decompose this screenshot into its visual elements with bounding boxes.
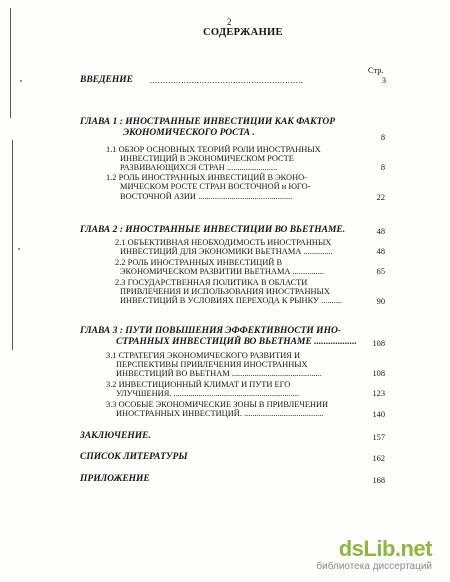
- section-3-3-line1: 3.3 ОСОБЫЕ ЭКОНОМИЧЕСКИЕ ЗОНЫ В ПРИВЛЕЧЕНИИ: [106, 400, 329, 409]
- chapter1-title-line1: ГЛАВА 1 : ИНОСТРАННЫЕ ИНВЕСТИЦИИ КАК ФАКТОР: [80, 117, 336, 127]
- section-3-2-page: 123: [372, 389, 385, 398]
- bibliography-label: СПИСОК ЛИТЕРАТУРЫ: [80, 452, 188, 462]
- section-1-1-line3: РАЗВИВАЮЩИХСЯ СТРАН ........................: [120, 163, 278, 172]
- bibliography-page: 162: [372, 454, 385, 463]
- intro-label: ВВЕДЕНИЕ: [80, 75, 133, 85]
- chapter2-title: ГЛАВА 2 : ИНОСТРАННЫЕ ИНВЕСТИЦИИ ВО ВЬЕТНАМЕ.: [80, 225, 346, 235]
- page-column-header: Стр.: [368, 66, 384, 75]
- section-2-1-line1: 2.1 ОБЪЕКТИВНАЯ НЕОБХОДИМОСТЬ ИНОСТРАННЫХ: [115, 238, 332, 247]
- section-1-2-line2: МИЧЕСКОМ РОСТЕ СТРАН ВОСТОЧНОЙ и ЮГО-: [120, 182, 311, 191]
- watermark-logo: dsLib.net: [338, 536, 432, 561]
- scan-speck: [20, 80, 22, 82]
- section-2-2-line1: 2.2 РОЛЬ ИНОСТРАННЫХ ИНВЕСТИЦИЙ В: [115, 258, 283, 267]
- section-2-3-page: 90: [376, 297, 385, 306]
- section-1-1-page: 8: [380, 163, 385, 172]
- scan-binding-line: [10, 8, 11, 118]
- section-2-2-page: 65: [376, 267, 385, 276]
- section-3-3-line2: ИНОСТРАННЫХ ИНВЕСТИЦИЙ. ......................................: [116, 409, 324, 418]
- intro-page: 3: [381, 76, 386, 85]
- section-2-1-line2: ИНВЕСТИЦИЙ ДЛЯ ЭКОНОМИКИ ВЬЕТНАМА ..............: [120, 247, 333, 256]
- section-1-1-line2: ИНВЕСТИЦИЙ В ЭКОНОМИЧЕСКОМ РОСТЕ: [120, 154, 294, 163]
- chapter1-page: 8: [380, 133, 385, 142]
- section-2-3-line2: ПРИВЛЕЧЕНИЯ И ИСПОЛЬЗОВАНИЯ ИНОСТРАННЫХ: [120, 287, 330, 296]
- conclusion-page: 157: [372, 433, 385, 442]
- chapter3-title-line1: ГЛАВА 3 : ПУТИ ПОВЫШЕНИЯ ЭФФЕКТИВНОСТИ ИНО-: [80, 326, 341, 336]
- section-2-2-line2: ЭКОНОМИЧЕСКОМ РАЗВИТИИ ВЬЕТНАМА ...............: [120, 267, 324, 276]
- section-3-2-line2: УЛУЧШЕНИЯ. ............................................................: [116, 389, 300, 398]
- section-2-1-page: 48: [376, 247, 385, 256]
- chapter1-title-line2: ЭКОНОМИЧЕСКОГО РОСТА .: [123, 128, 255, 138]
- watermark: [316, 538, 432, 572]
- section-1-1-line1: 1.1 ОБЗОР ОСНОВНЫХ ТЕОРИЙ РОЛИ ИНОСТРАННЫХ: [106, 145, 321, 154]
- appendix-page: 168: [372, 476, 385, 485]
- document-title: СОДЕРЖАНИЕ: [203, 27, 283, 38]
- chapter3-page: 108: [372, 339, 385, 348]
- watermark-subtitle: библиотека диссертаций: [316, 561, 432, 572]
- scan-speck: [18, 248, 20, 250]
- section-3-1-line2: ПЕРСПЕКТИВЫ ПРИВЛЕЧЕНИЯ ИНОСТРАННЫХ: [116, 360, 308, 369]
- section-3-1-line3: ИНВЕСТИЦИЙ ВО ВЬЕТНАМ ...........................................: [116, 369, 322, 378]
- section-1-2-page: 22: [376, 193, 385, 202]
- conclusion-label: ЗАКЛЮЧЕНИЕ.: [80, 431, 151, 441]
- chapter2-page: 48: [376, 227, 385, 236]
- section-1-2-line3: ВОСТОЧНОЙ АЗИИ .............................................: [120, 192, 293, 201]
- section-3-3-page: 140: [372, 410, 385, 419]
- section-2-3-line3: ИНВЕСТИЦИЙ В УСЛОВИЯХ ПЕРЕХОДА К РЫНКУ ..........: [120, 296, 342, 305]
- intro-dots: ...........................................................: [150, 76, 304, 85]
- section-3-2-line1: 3.2 ИНВЕСТИЦИОННЫЙ КЛИМАТ И ПУТИ ЕГО: [106, 380, 291, 389]
- chapter3-title-line2: СТРАННЫХ ИНВЕСТИЦИЙ ВО ВЬЕТНАМЕ ..................: [116, 337, 357, 347]
- section-3-1-page: 108: [372, 369, 385, 378]
- page-number: 2: [227, 17, 232, 27]
- section-3-1-line1: 3.1 СТРАТЕГИЯ ЭКОНОМИЧЕСКОГО РАЗВИТИЯ И: [106, 351, 300, 360]
- scan-binding-line: [12, 140, 13, 350]
- section-2-3-line1: 2.3 ГОСУДАРСТВЕННАЯ ПОЛИТИКА В ОБЛАСТИ: [115, 278, 308, 287]
- appendix-label: ПРИЛОЖЕНИЕ: [80, 474, 150, 484]
- section-1-2-line1: 1.2 РОЛЬ ИНОСТРАННЫХ ИНВЕСТИЦИЙ В ЭКОНО-: [106, 173, 307, 182]
